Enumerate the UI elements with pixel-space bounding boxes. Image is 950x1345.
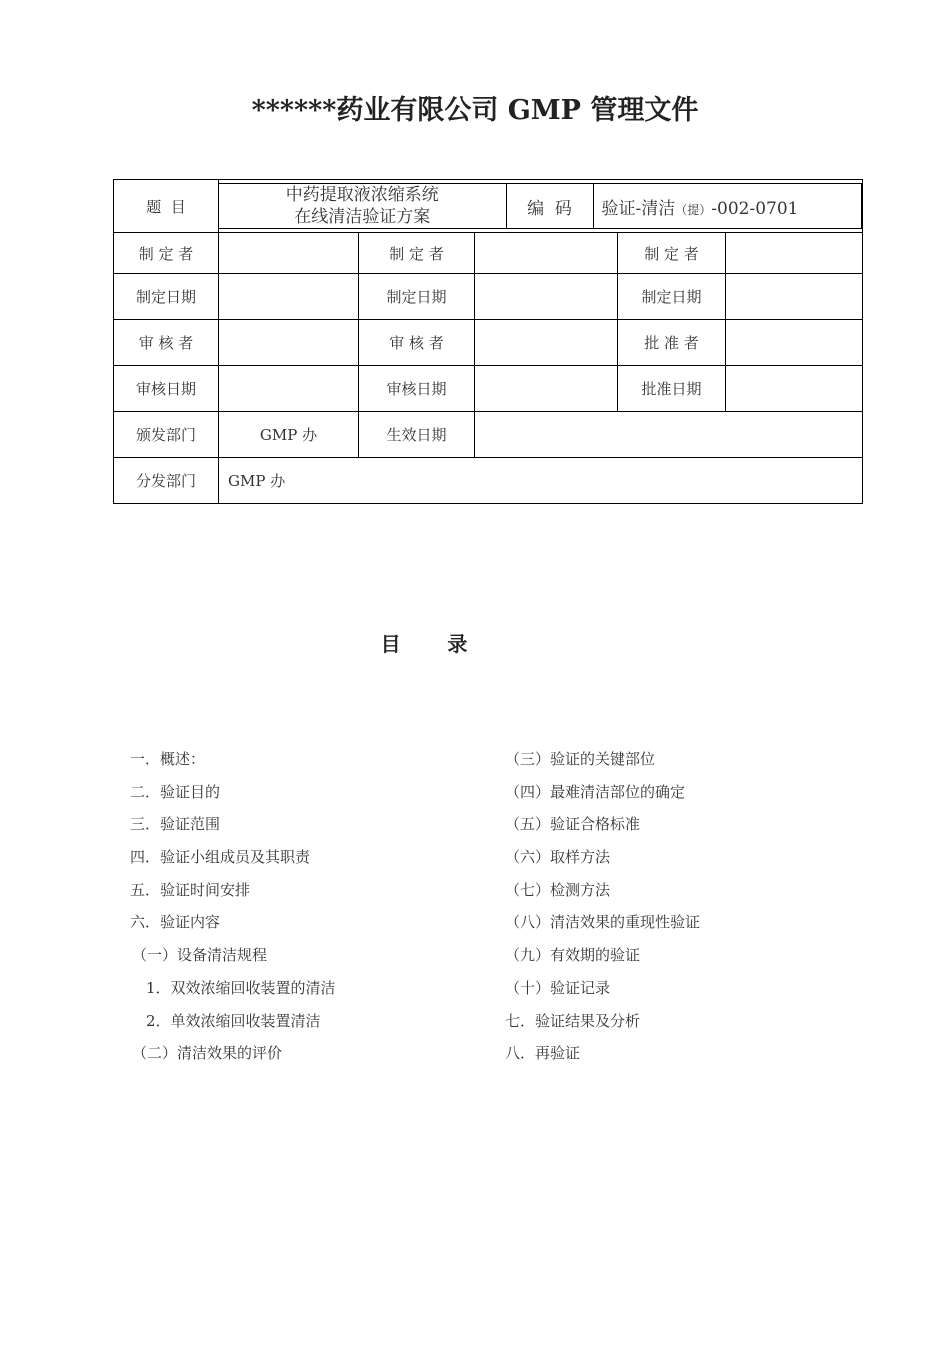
toc-item: （九）有效期的验证 bbox=[505, 946, 641, 965]
toc-item: （七）检测方法 bbox=[505, 880, 611, 899]
make-date-label-1: 制定日期 bbox=[114, 274, 219, 320]
toc-item: 2．单效浓缩回收装置清洁 bbox=[146, 1011, 321, 1030]
make-date-label-3: 制定日期 bbox=[618, 274, 726, 320]
review-date-label-1: 审核日期 bbox=[114, 366, 219, 412]
reviewer-label-1: 审 核 者 bbox=[114, 320, 219, 366]
make-date-value-3 bbox=[726, 274, 863, 320]
approver-label: 批 准 者 bbox=[618, 320, 726, 366]
toc-item: 四．验证小组成员及其职责 bbox=[130, 848, 311, 867]
maker-value-1 bbox=[219, 233, 359, 274]
effective-date-value bbox=[475, 412, 863, 458]
code-suffix: -002-0701 bbox=[711, 198, 799, 219]
table-row bbox=[114, 458, 863, 504]
approve-date-label: 批准日期 bbox=[618, 366, 726, 412]
toc-item: 六．验证内容 bbox=[130, 913, 221, 932]
table-row bbox=[114, 320, 863, 366]
maker-label-1: 制 定 者 bbox=[114, 233, 219, 274]
toc-item: 1．双效浓缩回收装置的清洁 bbox=[146, 978, 336, 997]
effective-date-label: 生效日期 bbox=[359, 412, 475, 458]
toc-item: （六）取样方法 bbox=[505, 848, 611, 867]
table-row bbox=[114, 366, 863, 412]
toc-item: 七．验证结果及分析 bbox=[505, 1011, 641, 1030]
maker-label-3: 制 定 者 bbox=[618, 233, 726, 274]
toc-item: 五．验证时间安排 bbox=[130, 880, 251, 899]
issue-dept-label: 颁发部门 bbox=[114, 412, 219, 458]
document-info-table bbox=[113, 179, 863, 504]
code-small: （提） bbox=[675, 202, 712, 217]
approver-value bbox=[726, 320, 863, 366]
distribute-dept-label: 分发部门 bbox=[114, 458, 219, 504]
review-date-value-2 bbox=[475, 366, 618, 412]
subject-line-1: 中药提取液浓缩系统 bbox=[285, 185, 439, 205]
review-date-label-2: 审核日期 bbox=[359, 366, 475, 412]
toc-left-column bbox=[130, 743, 336, 1070]
toc-item: （二）清洁效果的评价 bbox=[132, 1044, 283, 1063]
toc-title: 目 录 bbox=[380, 632, 470, 656]
toc-item: （四）最难清洁部位的确定 bbox=[505, 782, 686, 801]
table-row bbox=[114, 274, 863, 320]
toc-item: （三）验证的关键部位 bbox=[505, 750, 656, 768]
toc-item: （十）验证记录 bbox=[505, 978, 611, 997]
subject-value bbox=[219, 184, 506, 229]
maker-value-2 bbox=[475, 233, 618, 274]
make-date-label-2: 制定日期 bbox=[359, 274, 475, 320]
table-row bbox=[114, 412, 863, 458]
page-title: ******药业有限公司 GMP 管理文件 bbox=[251, 95, 699, 126]
toc-item: 二．验证目的 bbox=[130, 782, 221, 801]
toc-item: （八）清洁效果的重现性验证 bbox=[505, 913, 701, 932]
review-date-value-1 bbox=[219, 366, 359, 412]
reviewer-label-2: 审 核 者 bbox=[359, 320, 475, 366]
toc-item: 三．验证范围 bbox=[130, 815, 221, 834]
subject-label: 题 目 bbox=[114, 180, 219, 233]
toc-item: 八．再验证 bbox=[505, 1044, 581, 1063]
make-date-value-1 bbox=[219, 274, 359, 320]
subject-code-cell bbox=[219, 180, 863, 233]
reviewer-value-1 bbox=[219, 320, 359, 366]
table-row bbox=[114, 233, 863, 274]
toc-item: （一）设备清洁规程 bbox=[132, 946, 268, 965]
code-label: 编 码 bbox=[506, 184, 593, 229]
code-value bbox=[593, 184, 861, 229]
maker-label-2: 制 定 者 bbox=[359, 233, 475, 274]
issue-dept-value: GMP 办 bbox=[219, 412, 359, 458]
subject-line-2: 在线清洁验证方案 bbox=[294, 207, 431, 227]
approve-date-value bbox=[726, 366, 863, 412]
distribute-dept-value: GMP 办 bbox=[219, 458, 863, 504]
reviewer-value-2 bbox=[475, 320, 618, 366]
maker-value-3 bbox=[726, 233, 863, 274]
code-prefix: 验证-清洁 bbox=[601, 198, 676, 219]
toc-item: （五）验证合格标准 bbox=[505, 815, 641, 834]
toc-right-column bbox=[505, 743, 700, 1070]
make-date-value-2 bbox=[475, 274, 618, 320]
toc-item: 一．概述： bbox=[130, 750, 206, 768]
